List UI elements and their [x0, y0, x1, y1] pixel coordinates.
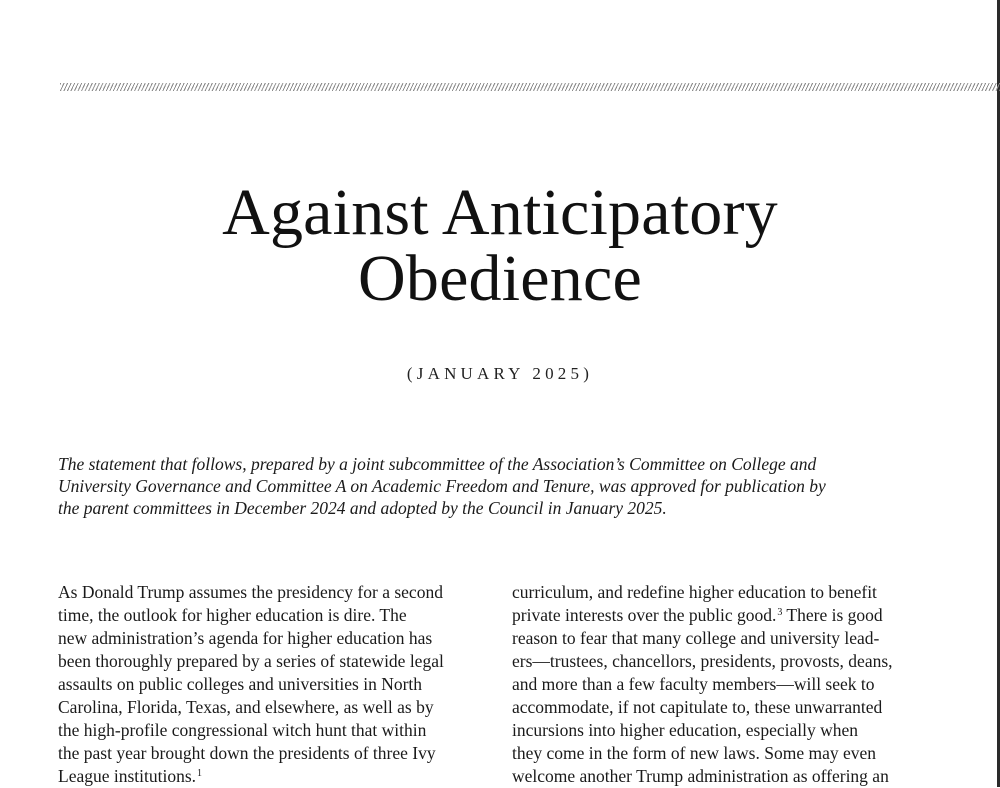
body-line: ers—trustees, chancellors, presidents, provosts, deans, [512, 651, 893, 671]
body-line: new administration’s agenda for higher education has [58, 628, 433, 648]
body-line: time, the outlook for higher education is dire. The [58, 605, 407, 625]
intro-line: the parent committees in December 2024 and adopted by the Council in January 2025. [58, 498, 667, 518]
body-line-text: private interests over the public good. [512, 605, 777, 625]
body-line-text: There is good [782, 605, 883, 625]
body-line: As Donald Trump assumes the presidency for a second [58, 582, 443, 602]
article-date: (JANUARY 2025) [406, 364, 594, 383]
body-line: curriculum, and redefine higher education to benefit [512, 582, 877, 602]
body-line: reason to fear that many college and university lead- [512, 628, 880, 648]
body-line: the high-profile congressional witch hunt that within [58, 720, 427, 740]
title-line: Against Anticipatory [222, 176, 778, 249]
body-column-left [58, 581, 498, 788]
intro-line: The statement that follows, prepared by a joint subcommittee of the Association’s Committee on College and [58, 454, 817, 474]
footnote-marker: 3 [777, 607, 783, 618]
body-line: incursions into higher education, especially when [512, 720, 859, 740]
body-line: and more than a few faculty members—will seek to [512, 674, 875, 694]
footnote-marker: 1 [197, 768, 203, 779]
body-line [58, 765, 498, 788]
body-column-right [512, 581, 952, 788]
body-line [512, 604, 952, 627]
title-line: Obedience [358, 242, 642, 315]
body-line: assaults on public colleges and universities in North [58, 674, 423, 694]
body-line: the past year brought down the presidents of three Ivy [58, 743, 436, 763]
body-line: they come in the form of new laws. Some may even [512, 743, 876, 763]
article-title [0, 176, 1000, 315]
body-line: been thoroughly prepared by a series of statewide legal [58, 651, 444, 671]
body-line: accommodate, if not capitulate to, these unwarranted [512, 697, 883, 717]
intro-statement [58, 453, 948, 519]
hatched-divider [60, 83, 1000, 91]
intro-line: University Governance and Committee A on Academic Freedom and Tenure, was approved for publication by [58, 476, 826, 496]
body-line-text: League institutions. [58, 766, 197, 786]
body-line: welcome another Trump administration as offering an [512, 766, 889, 786]
body-line: Carolina, Florida, Texas, and elsewhere, as well as by [58, 697, 434, 717]
